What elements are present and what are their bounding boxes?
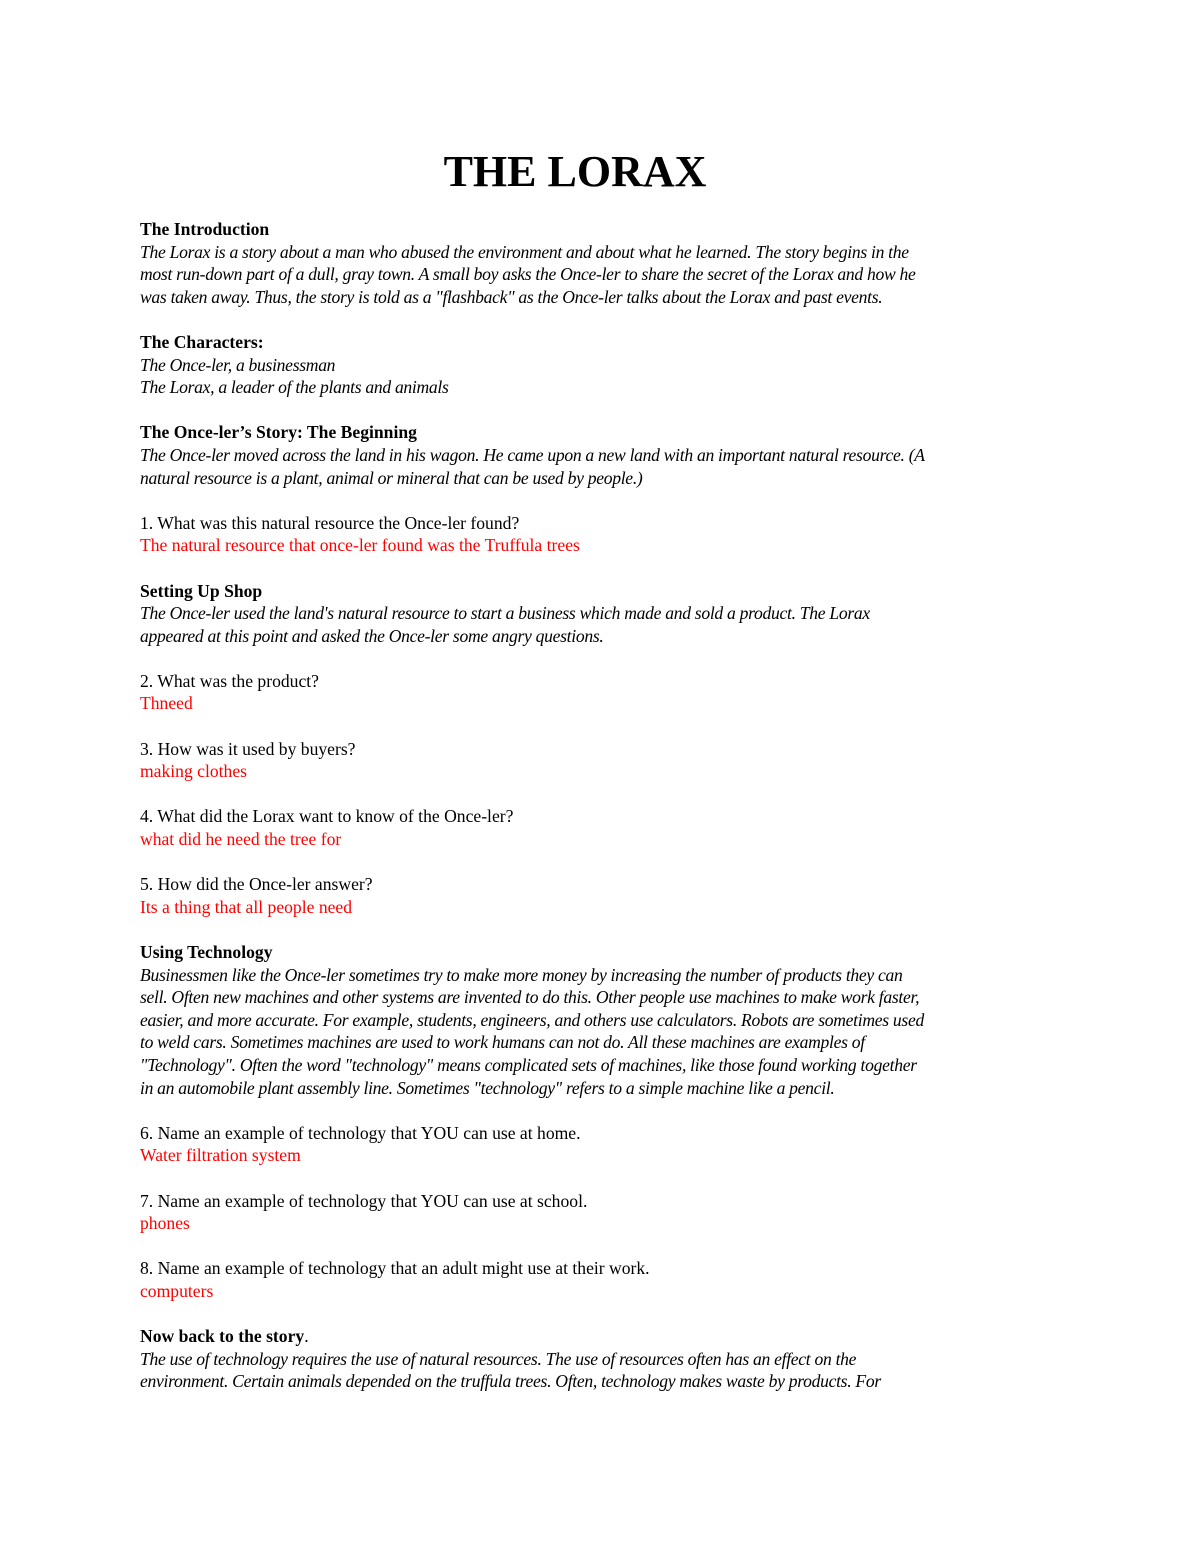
question-4: 4. What did the Lorax want to know of the Once-ler?	[140, 806, 514, 827]
answer-2: Thneed	[140, 693, 193, 714]
text-line: The use of technology requires the use of natural resources. The use of resources often has an effect on the	[140, 1348, 857, 1369]
question-5: 5. How did the Once-ler answer?	[140, 874, 373, 895]
character-item: The Once-ler, a businessman	[140, 354, 336, 375]
document-title: THE LORAX	[443, 147, 707, 196]
text-line: sell. Often new machines and other systems are invented to do this. Other people use machines to make work faster,	[140, 987, 920, 1008]
text-line: appeared at this point and asked the Once-ler some angry questions.	[140, 625, 604, 646]
question-2: 2. What was the product?	[140, 670, 319, 691]
technology-text	[140, 964, 1060, 1100]
heading-text: Now back to the story	[140, 1326, 305, 1347]
section-heading-characters: The Characters:	[140, 331, 264, 352]
text-line: The Lorax is a story about a man who abused the environment and about what he learned. The story begins in the	[140, 241, 909, 262]
text-line: in an automobile plant assembly line. Sometimes "technology" refers to a simple machine like a pencil.	[140, 1077, 835, 1098]
answer-7: phones	[140, 1213, 190, 1234]
text-line: was taken away. Thus, the story is told as a "flashback" as the Once-ler talks about the Lorax and past events.	[140, 286, 883, 307]
question-7: 7. Name an example of technology that YOU can use at school.	[140, 1190, 588, 1211]
character-item: The Lorax, a leader of the plants and animals	[140, 377, 449, 398]
back-to-story-text	[140, 1348, 1060, 1393]
document-body	[140, 218, 1060, 1393]
text-line: The Once-ler moved across the land in his wagon. He came upon a new land with an important natural resource. (A	[140, 444, 925, 465]
introduction-text	[140, 241, 1060, 309]
question-1: 1. What was this natural resource the Once-ler found?	[140, 512, 520, 533]
answer-1: The natural resource that once-ler found was the Truffula trees	[140, 535, 580, 556]
question-3: 3. How was it used by buyers?	[140, 738, 356, 759]
text-line: "Technology". Often the word "technology" means complicated sets of machines, like those found working together	[140, 1054, 917, 1075]
text-line: most run-down part of a dull, gray town. A small boy asks the Once-ler to share the secret of the Lorax and how he	[140, 264, 916, 285]
beginning-text	[140, 444, 1060, 489]
answer-6: Water filtration system	[140, 1145, 301, 1166]
section-heading-beginning: The Once-ler’s Story: The Beginning	[140, 422, 417, 443]
shop-text	[140, 602, 1060, 647]
heading-period: .	[304, 1326, 309, 1347]
text-line: environment. Certain animals depended on the truffula trees. Often, technology makes waste by products. For	[140, 1371, 881, 1392]
text-line: easier, and more accurate. For example, students, engineers, and others use calculators. Robots are sometimes used	[140, 1009, 924, 1030]
question-6: 6. Name an example of technology that YOU can use at home.	[140, 1122, 581, 1143]
answer-3: making clothes	[140, 761, 248, 782]
section-heading-technology: Using Technology	[140, 942, 273, 962]
question-8: 8. Name an example of technology that an adult might use at their work.	[140, 1258, 650, 1279]
answer-5: Its a thing that all people need	[140, 896, 353, 917]
characters-list	[140, 354, 1060, 399]
text-line: to weld cars. Sometimes machines are used to work humans can not do. All these machines are examples of	[140, 1032, 865, 1053]
text-line: Businessmen like the Once-ler sometimes try to make more money by increasing the number of products they can	[140, 964, 903, 985]
answer-4: what did he need the tree for	[140, 829, 342, 850]
section-heading-back-to-story	[140, 1325, 1060, 1348]
answer-8: computers	[140, 1280, 214, 1301]
text-line: The Once-ler used the land's natural resource to start a business which made and sold a product. The Lorax	[140, 603, 870, 624]
section-heading-introduction: The Introduction	[140, 219, 270, 239]
text-line: natural resource is a plant, animal or mineral that can be used by people.)	[140, 467, 643, 488]
section-heading-shop: Setting Up Shop	[140, 580, 263, 601]
